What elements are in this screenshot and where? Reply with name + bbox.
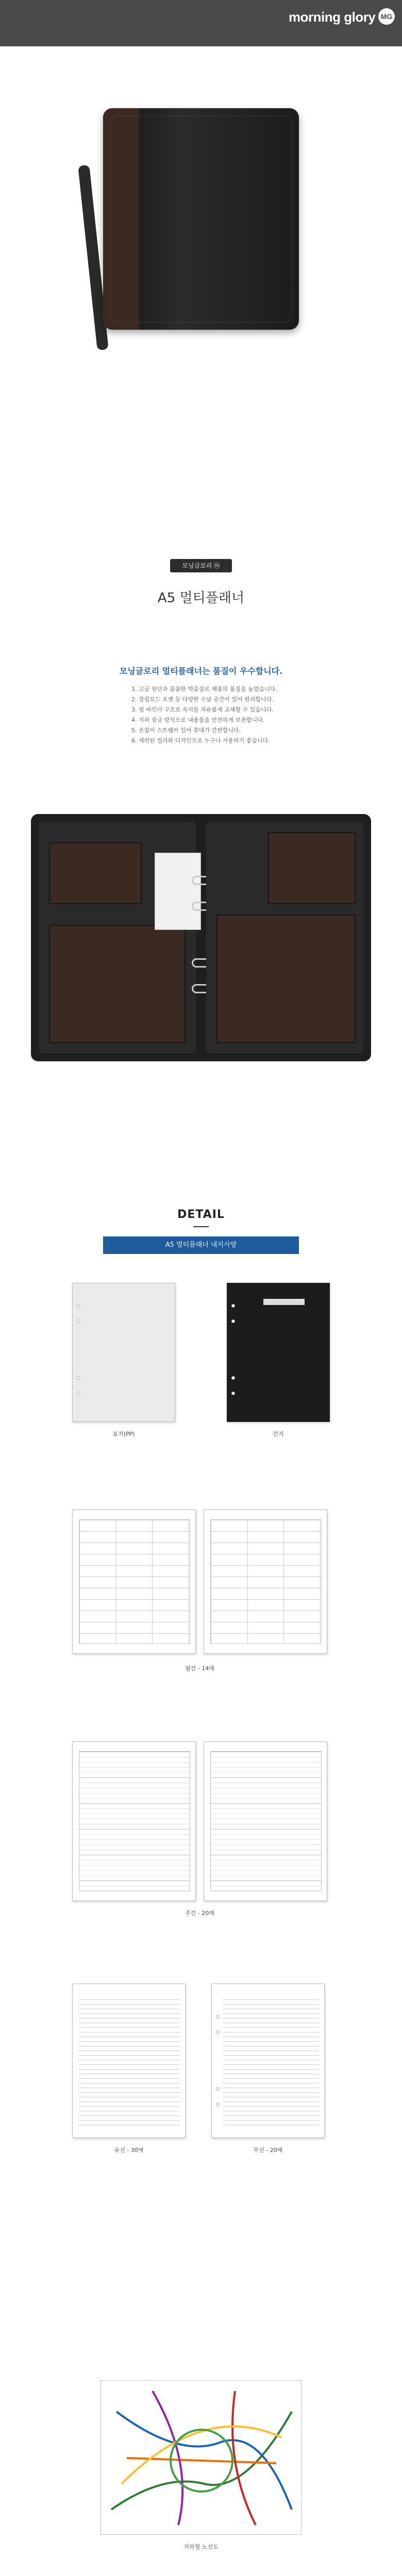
weekly-lines <box>210 1751 322 1891</box>
monthly-grid <box>210 1519 322 1644</box>
section-divider <box>193 1226 209 1227</box>
divider-caption: 간지 <box>273 1431 284 1437</box>
card-pocket <box>49 842 142 904</box>
detail-section-title: DETAIL <box>177 1208 225 1221</box>
subway-lines-graphic <box>101 2381 301 2535</box>
feature-item: 3. 링 바인더 구조로 속지를 자유롭게 교체할 수 있습니다. <box>131 706 274 713</box>
punch-hole <box>216 2030 220 2034</box>
punch-hole <box>231 1304 235 1308</box>
product-title: A5 멀티플래너 <box>157 590 245 606</box>
punch-hole <box>77 1319 80 1323</box>
right-inner-panel <box>206 822 363 1054</box>
divider-page-image <box>227 1283 330 1422</box>
punch-hole <box>231 1392 235 1395</box>
large-pocket <box>216 914 356 1043</box>
punch-hole <box>77 1392 80 1395</box>
weekly-page-left <box>72 1741 196 1901</box>
monthly-page-right <box>204 1510 327 1654</box>
closed-binder <box>103 108 299 330</box>
brand-logo[interactable]: morning glory <box>289 9 376 25</box>
feature-item: 6. 세련된 컬러와 디자인으로 누구나 사용하기 좋습니다. <box>131 737 270 744</box>
hero-product-image <box>0 46 402 556</box>
punch-hole <box>231 1376 235 1380</box>
monthly-caption: 월간 - 14매 <box>185 1665 214 1672</box>
feature-item: 2. 클립보드 포켓 등 다양한 수납 공간이 있어 편리합니다. <box>131 696 274 703</box>
brand-logo-badge-icon: MG <box>378 8 395 25</box>
product-brand-badge: 모닝글로리 ⓜ <box>170 559 232 572</box>
lined-note-caption: 유선 - 30매 <box>114 2147 144 2154</box>
punch-hole <box>77 1304 80 1308</box>
weekly-caption: 주간 - 20매 <box>185 1910 214 1917</box>
left-inner-panel <box>39 822 196 1054</box>
pen-pocket <box>268 832 356 904</box>
punch-hole <box>216 2087 220 2091</box>
plain-note-page <box>211 1984 325 2138</box>
memo-paper <box>155 853 201 930</box>
feature-item: 5. 손잡이 스트랩이 있어 휴대가 간편합니다. <box>131 727 241 734</box>
punch-hole <box>231 1319 235 1323</box>
punch-hole <box>77 1376 80 1380</box>
divider-label <box>263 1299 305 1305</box>
feature-item: 1. 고급 원단과 꼼꼼한 박음질로 제품의 품질을 높였습니다. <box>131 686 277 692</box>
open-binder-image <box>31 814 371 1061</box>
intro-headline: 모닝글로리 멀티플래너는 품질이 우수합니다. <box>119 666 283 676</box>
lined-note-page <box>72 1984 186 2138</box>
feature-item: 4. 지퍼 잠금 방식으로 내용물을 안전하게 보관합니다. <box>131 717 265 723</box>
punch-hole <box>216 2103 220 2106</box>
weekly-page-right <box>204 1741 327 1901</box>
subway-caption: 지하철 노선도 <box>183 2544 219 2550</box>
stitch-line <box>110 115 292 323</box>
punch-hole <box>216 2015 220 2019</box>
note-lines <box>79 1999 180 2128</box>
cover-page-image <box>72 1283 175 1422</box>
monthly-page-left <box>72 1510 196 1654</box>
detail-spec-tag: A5 멀티플래너 내지사양 <box>103 1236 299 1254</box>
monthly-grid <box>79 1519 190 1644</box>
note-lines <box>223 1999 319 2128</box>
document-pocket <box>49 925 186 1043</box>
plain-note-caption: 무선 - 20매 <box>253 2147 283 2154</box>
weekly-lines <box>79 1751 190 1891</box>
top-brand-bar <box>0 0 402 46</box>
subway-map-image <box>100 2380 301 2535</box>
cover-caption: 표지(PP) <box>112 1431 135 1437</box>
